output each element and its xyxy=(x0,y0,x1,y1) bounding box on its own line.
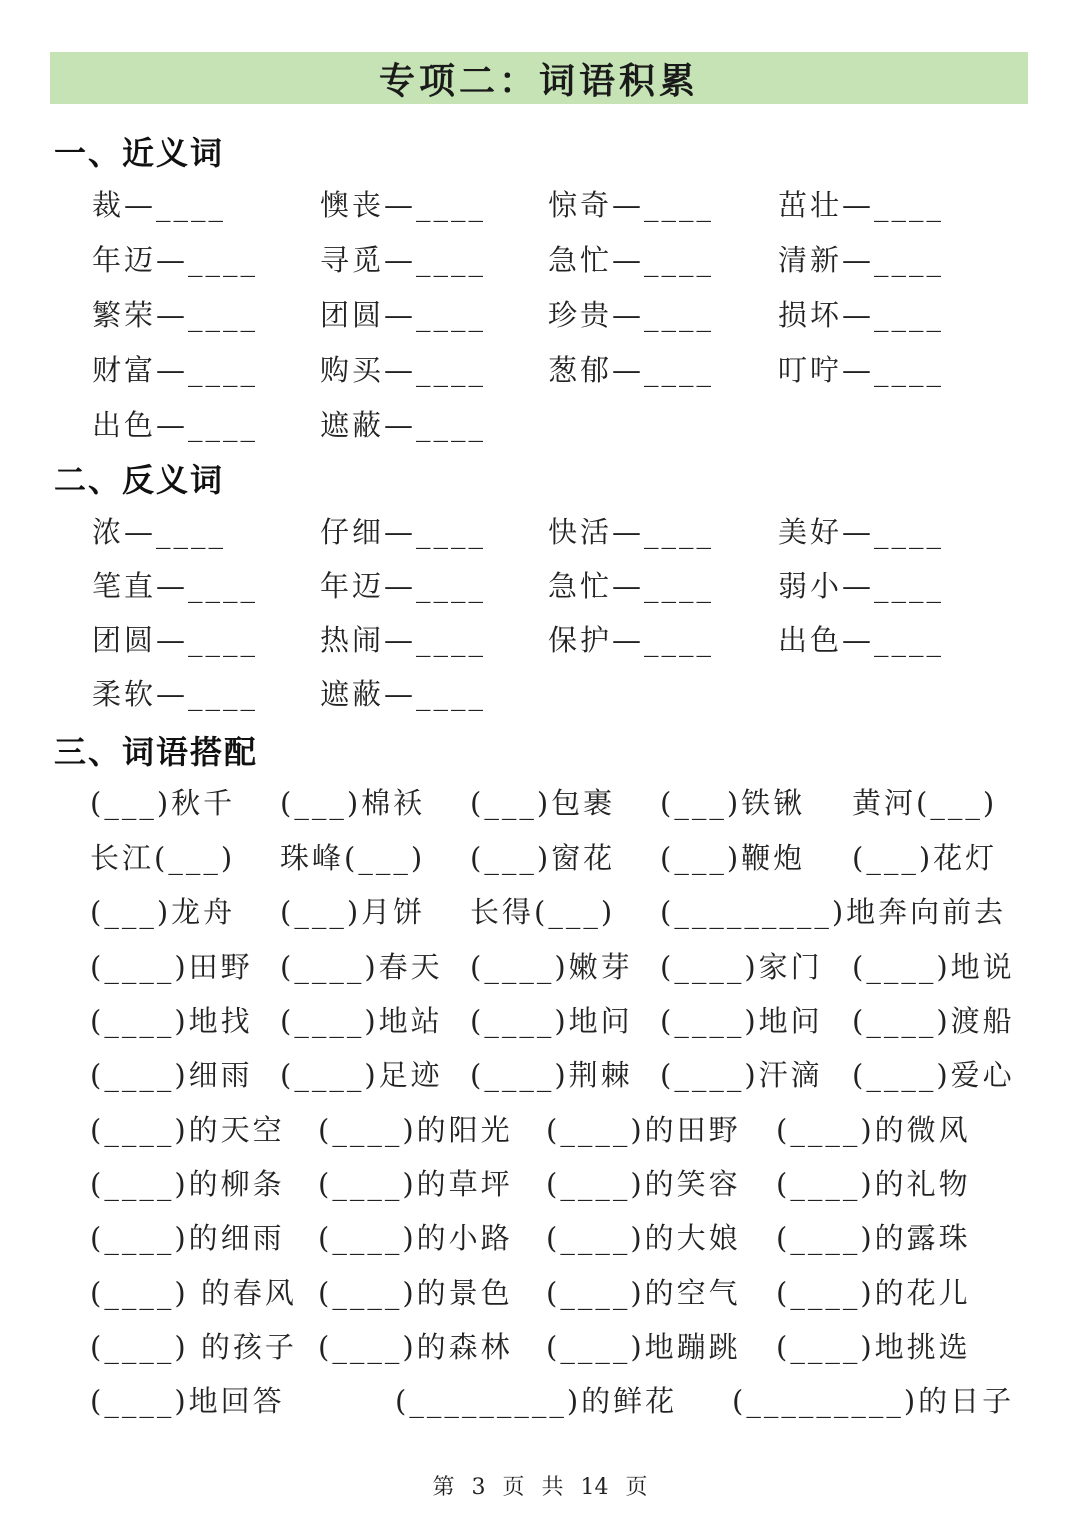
exercise-item: (____)的天空 xyxy=(90,1113,285,1147)
exercise-item: 购买—____ xyxy=(320,353,487,387)
exercise-item: (____)的礼物 xyxy=(776,1167,971,1201)
exercise-row xyxy=(0,838,1080,892)
exercise-item: 叮咛—____ xyxy=(778,353,945,387)
exercise-item: (____)地找 xyxy=(90,1004,253,1038)
exercise-item: (___)花灯 xyxy=(852,841,998,875)
exercise-item: 年迈—____ xyxy=(92,243,259,277)
exercise-item: (____)地说 xyxy=(852,950,1015,984)
exercise-item: (____)地挑选 xyxy=(776,1330,971,1364)
exercise-item: 保护—____ xyxy=(548,623,715,657)
exercise-item: 裁—____ xyxy=(92,188,227,222)
exercise-item: (____)嫩芽 xyxy=(470,950,633,984)
exercise-item: (____)的微风 xyxy=(776,1113,971,1147)
exercise-item: 葱郁—____ xyxy=(548,353,715,387)
exercise-row xyxy=(0,1381,1080,1435)
exercise-item: (____)的小路 xyxy=(318,1221,513,1255)
exercise-item: (____)的柳条 xyxy=(90,1167,285,1201)
exercise-row xyxy=(0,947,1080,1001)
exercise-item: (____)荆棘 xyxy=(470,1058,633,1092)
exercise-row xyxy=(0,1164,1080,1218)
exercise-row xyxy=(0,892,1080,946)
exercise-item: 惊奇—____ xyxy=(548,188,715,222)
exercise-item: (____)春天 xyxy=(280,950,443,984)
exercise-item: (___)棉袄 xyxy=(280,786,426,820)
page-footer: 第 3 页 共 14 页 xyxy=(432,1475,648,1500)
section-heading-antonyms: 二、反义词 xyxy=(54,461,225,499)
exercise-item: 珍贵—____ xyxy=(548,298,715,332)
exercise-item: (____)汗滴 xyxy=(660,1058,823,1092)
exercise-item: (___)包裹 xyxy=(470,786,616,820)
exercise-item: 团圆—____ xyxy=(320,298,487,332)
exercise-item: (____)的花儿 xyxy=(776,1276,971,1310)
exercise-row xyxy=(0,1273,1080,1327)
section-heading-synonyms: 一、近义词 xyxy=(54,134,225,172)
exercise-item: 浓—____ xyxy=(92,515,227,549)
exercise-item: 热闹—____ xyxy=(320,623,487,657)
exercise-item: (___)秋千 xyxy=(90,786,236,820)
exercise-item: (____)的细雨 xyxy=(90,1221,285,1255)
exercise-row xyxy=(0,512,1080,566)
exercise-row xyxy=(0,1001,1080,1055)
exercise-item: 黄河(___) xyxy=(852,786,998,820)
exercise-item: 弱小—____ xyxy=(778,569,945,603)
exercise-item: (_________)的日子 xyxy=(732,1384,1015,1418)
exercise-item: (____)家门 xyxy=(660,950,823,984)
exercise-item: (____)的露珠 xyxy=(776,1221,971,1255)
exercise-item: (____)渡船 xyxy=(852,1004,1015,1038)
exercise-item: 出色—____ xyxy=(778,623,945,657)
exercise-item: (____) 的孩子 xyxy=(90,1330,297,1364)
exercise-item: (___)鞭炮 xyxy=(660,841,806,875)
exercise-item: 团圆—____ xyxy=(92,623,259,657)
exercise-item: 遮蔽—____ xyxy=(320,677,487,711)
exercise-item: (___)窗花 xyxy=(470,841,616,875)
exercise-item: (___)龙舟 xyxy=(90,895,236,929)
exercise-row xyxy=(0,405,1080,459)
exercise-item: (____)的田野 xyxy=(546,1113,741,1147)
exercise-row xyxy=(0,674,1080,728)
exercise-item: 财富—____ xyxy=(92,353,259,387)
exercise-item: (____)的阳光 xyxy=(318,1113,513,1147)
exercise-item: (____)的景色 xyxy=(318,1276,513,1310)
exercise-item: (____)的草坪 xyxy=(318,1167,513,1201)
exercise-item: (____)的森林 xyxy=(318,1330,513,1364)
exercise-item: (____)地蹦跳 xyxy=(546,1330,741,1364)
exercise-item: (____)爱心 xyxy=(852,1058,1015,1092)
exercise-item: (____)地回答 xyxy=(90,1384,285,1418)
exercise-item: 急忙—____ xyxy=(548,243,715,277)
exercise-item: 损坏—____ xyxy=(778,298,945,332)
exercise-row xyxy=(0,240,1080,294)
exercise-item: (___)铁锹 xyxy=(660,786,806,820)
exercise-item: (____)田野 xyxy=(90,950,253,984)
exercise-item: 繁荣—____ xyxy=(92,298,259,332)
exercise-item: 柔软—____ xyxy=(92,677,259,711)
exercise-item: (_________)地奔向前去 xyxy=(660,895,1007,929)
title-banner xyxy=(50,52,1028,104)
exercise-item: 长江(___) xyxy=(90,841,236,875)
exercise-item: 美好—____ xyxy=(778,515,945,549)
exercise-item: (____)的笑容 xyxy=(546,1167,741,1201)
exercise-row xyxy=(0,1218,1080,1272)
exercise-item: 急忙—____ xyxy=(548,569,715,603)
exercise-item: 清新—____ xyxy=(778,243,945,277)
exercise-item: 年迈—____ xyxy=(320,569,487,603)
exercise-item: 茁壮—____ xyxy=(778,188,945,222)
exercise-row xyxy=(0,350,1080,404)
exercise-item: 快活—____ xyxy=(548,515,715,549)
exercise-row xyxy=(0,566,1080,620)
exercise-item: (____)的空气 xyxy=(546,1276,741,1310)
exercise-row xyxy=(0,295,1080,349)
exercise-item: (____)足迹 xyxy=(280,1058,443,1092)
exercise-row xyxy=(0,783,1080,837)
exercise-item: (_________)的鲜花 xyxy=(395,1384,678,1418)
exercise-item: 仔细—____ xyxy=(320,515,487,549)
exercise-row xyxy=(0,1055,1080,1109)
exercise-item: 出色—____ xyxy=(92,408,259,442)
exercise-row xyxy=(0,1327,1080,1381)
exercise-item: (____) 的春风 xyxy=(90,1276,297,1310)
exercise-item: (____)地站 xyxy=(280,1004,443,1038)
exercise-row xyxy=(0,1110,1080,1164)
exercise-item: 遮蔽—____ xyxy=(320,408,487,442)
exercise-item: 长得(___) xyxy=(470,895,616,929)
exercise-row xyxy=(0,620,1080,674)
exercise-item: (____)地问 xyxy=(470,1004,633,1038)
exercise-item: 笔直—____ xyxy=(92,569,259,603)
exercise-item: (____)地问 xyxy=(660,1004,823,1038)
exercise-item: 寻觅—____ xyxy=(320,243,487,277)
section-heading-collocation: 三、词语搭配 xyxy=(54,733,259,771)
exercise-item: (____)的大娘 xyxy=(546,1221,741,1255)
page-title: 专项二：词语积累 xyxy=(378,59,699,102)
exercise-row xyxy=(0,185,1080,239)
exercise-item: (___)月饼 xyxy=(280,895,426,929)
exercise-item: 懊丧—____ xyxy=(320,188,487,222)
exercise-item: 珠峰(___) xyxy=(280,841,426,875)
exercise-item: (____)细雨 xyxy=(90,1058,253,1092)
